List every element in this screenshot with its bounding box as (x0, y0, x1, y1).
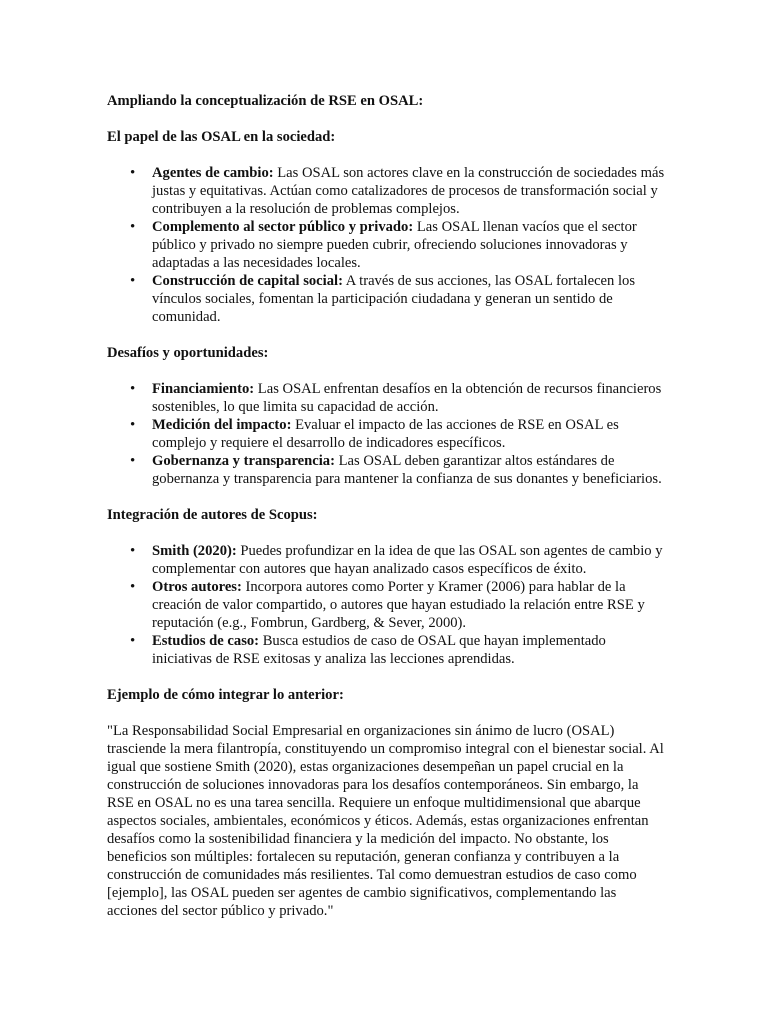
list-item-term: Financiamiento: (152, 381, 255, 397)
list-item-term: Complemento al sector público y privado: (152, 219, 414, 235)
list-item-text: Busca estudios de caso de OSAL que hayan implementado iniciativas de RSE exitosas y analiza las lecciones aprendidas. (152, 633, 606, 667)
list-item (152, 578, 667, 632)
list-item-text: Evaluar el impacto de las acciones de RSE en OSAL es complejo y requiere el desarrollo de indicadores específicos. (152, 417, 619, 451)
list-item-term: Medición del impacto: (152, 417, 292, 433)
list-item-term: Gobernanza y transparencia: (152, 453, 335, 469)
list-item-term: Estudios de caso: (152, 633, 260, 649)
bullet-list-scopus (107, 542, 667, 668)
section-heading-challenges: Desafíos y oportunidades: (107, 345, 269, 361)
list-item-text: Las OSAL son actores clave en la construcción de sociedades más justas y equitativas. Actúan como catalizadores de procesos de transformación social y contribuyen a la resolución de problemas complejos. (152, 165, 665, 217)
list-item-text: A través de sus acciones, las OSAL fortalecen los vínculos sociales, fomentan la participación ciudadana y generan un sentido de comunidad. (152, 273, 636, 325)
list-item (152, 452, 667, 488)
document-page (107, 92, 667, 920)
example-paragraph: "La Responsabilidad Social Empresarial en organizaciones sin ánimo de lucro (OSAL) trasciende la mera filantropía, constituyendo un compromiso integral con el bienestar social. Al igual que sostiene Smith (2020), estas organizaciones desempeñan un papel crucial en la construcción de soluciones innovadoras para los desafíos contemporáneos. Sin embargo, la RSE en OSAL no es una tarea sencilla. Requiere un enfoque multidimensional que abarque aspectos sociales, ambientales, económicos y éticos. Además, estas organizaciones enfrentan desafíos como la sostenibilidad financiera y la medición del impacto. No obstante, los beneficios son múltiples: fortalecen su reputación, generan confianza y contribuyen a la construcción de comunidades más resilientes. Tal como demuestran estudios de caso como [ejemplo], las OSAL pueden ser agentes de cambio significativos, complementando las acciones del sector público y privado." (107, 723, 664, 919)
list-item (152, 380, 667, 416)
section-heading-role: El papel de las OSAL en la sociedad: (107, 129, 336, 145)
list-item-text: Las OSAL llenan vacíos que el sector público y privado no siempre pueden cubrir, ofreciendo soluciones innovadoras y adaptadas a las necesidades locales. (152, 219, 637, 271)
section-heading-scopus: Integración de autores de Scopus: (107, 507, 318, 523)
bullet-list-role (107, 164, 667, 326)
list-item (152, 416, 667, 452)
list-item-term: Agentes de cambio: (152, 165, 274, 181)
list-item-term: Otros autores: (152, 579, 242, 595)
list-item-text: Puedes profundizar en la idea de que las OSAL son agentes de cambio y complementar con autores que hayan analizado casos específicos de éxito. (152, 543, 663, 577)
list-item (152, 164, 667, 218)
bullet-list-challenges (107, 380, 667, 488)
list-item (152, 542, 667, 578)
list-item (152, 218, 667, 272)
list-item-term: Construcción de capital social: (152, 273, 343, 289)
document-title: Ampliando la conceptualización de RSE en OSAL: (107, 93, 424, 109)
list-item-text: Incorpora autores como Porter y Kramer (2006) para hablar de la creación de valor compartido, o autores que hayan estudiado la relación entre RSE y reputación (e.g., Fombrun, Gardberg, & Sever, 2000). (152, 579, 645, 631)
list-item (152, 632, 667, 668)
list-item-text: Las OSAL enfrentan desafíos en la obtención de recursos financieros sostenibles, lo que limita su capacidad de acción. (152, 381, 662, 415)
list-item-term: Smith (2020): (152, 543, 237, 559)
section-heading-example: Ejemplo de cómo integrar lo anterior: (107, 687, 344, 703)
list-item (152, 272, 667, 326)
list-item-text: Las OSAL deben garantizar altos estándares de gobernanza y transparencia para mantener la confianza de sus donantes y beneficiarios. (152, 453, 662, 487)
